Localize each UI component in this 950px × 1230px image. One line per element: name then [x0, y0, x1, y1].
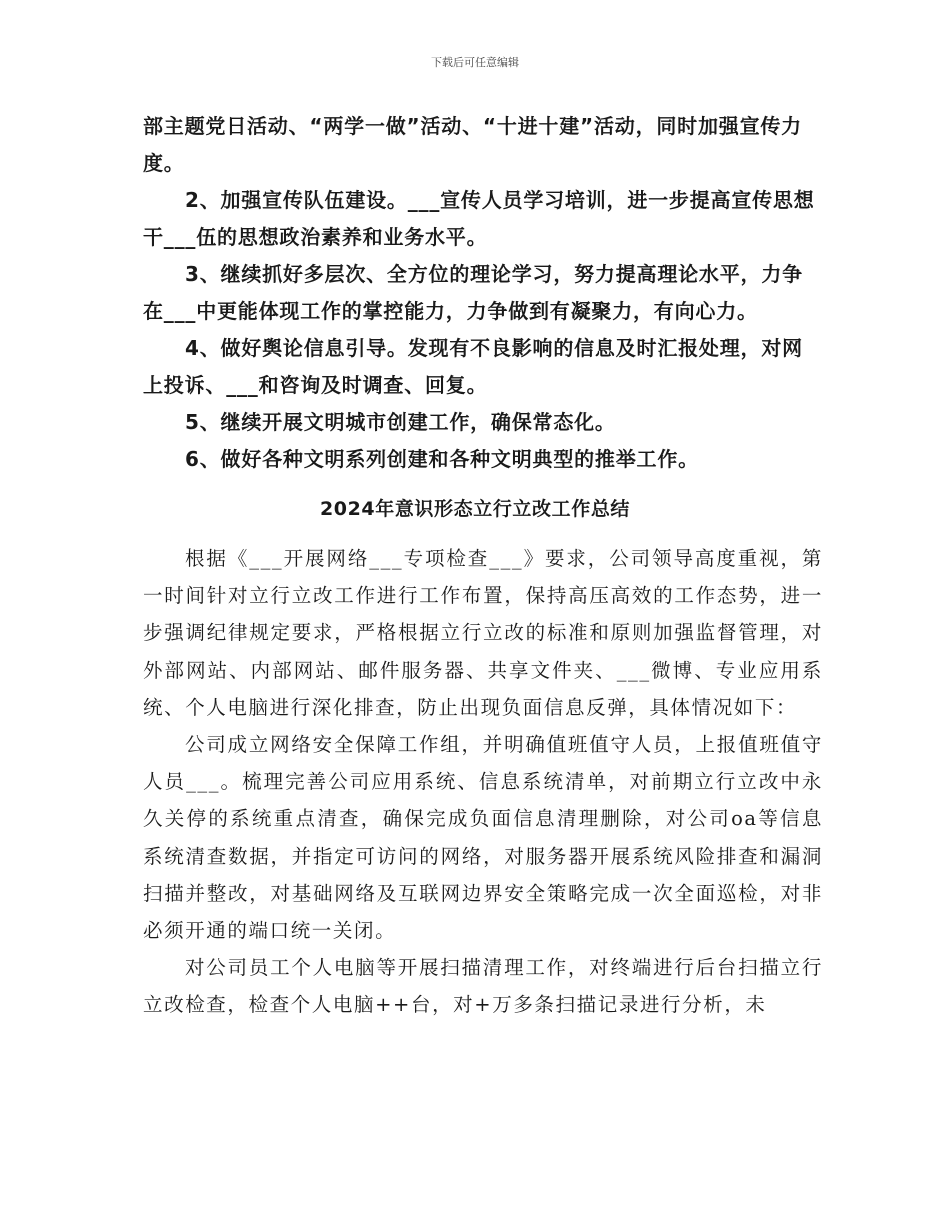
paragraph-continuation: 部主题党日活动、“两学一做”活动、“十进十建”活动，同时加强宣传力度。 [143, 114, 802, 175]
list-item-5: 5、继续开展文明城市创建工作，确保常态化。 [185, 410, 616, 434]
page-header-note: 下载后可任意编辑 [431, 56, 519, 69]
body-paragraph-1: 根据《___开展网络___专项检查___》要求，公司领导高度重视，第一时间针对立行立改工作进行工作布置，保持高压高效的工作态势，进一步强调纪律规定要求，严格根据立行立改的标准和原则加强监督管理，对外部网站、内部网站、邮件服务器、共享文件夹、___微博、专业应用系统、个人电脑进行深化排查，防止出现负面信息反弹，具体情况如下： [143, 547, 823, 719]
section-title: 2024年意识形态立行立改工作总结 [319, 498, 631, 520]
work-plan-list [143, 108, 823, 478]
body-paragraph-2: 公司成立网络安全保障工作组，并明确值班值守人员，上报值班值守人员___。梳理完善公司应用系统、信息系统清单，对前期立行立改中永久关停的系统重点清查，确保完成负面信息清理删除，对公司oa等信息系统清查数据，并指定可访问的网络，对服务器开展系统风险排查和漏洞扫描并整改，对基础网络及互联网边界安全策略完成一次全面巡检，对非必须开通的端口统一关闭。 [143, 733, 823, 943]
body-paragraph-3: 对公司员工个人电脑等开展扫描清理工作，对终端进行后台扫描立行立改检查，检查个人电脑++台，对+万多条扫描记录进行分析，未 [143, 956, 823, 1017]
list-item-3: 3、继续抓好多层次、全方位的理论学习，努力提高理论水平，力争在___中更能体现工作的掌控能力，力争做到有凝聚力，有向心力。 [143, 262, 803, 323]
summary-body [143, 540, 823, 1024]
list-item-2: 2、加强宣传队伍建设。___宣传人员学习培训，进一步提高宣传思想干___伍的思想政治素养和业务水平。 [143, 188, 815, 249]
list-item-4: 4、做好舆论信息引导。发现有不良影响的信息及时汇报处理，对网上投诉、___和咨询及时调查、回复。 [143, 336, 803, 397]
list-item-6: 6、做好各种文明系列创建和各种文明典型的推举工作。 [185, 447, 699, 471]
